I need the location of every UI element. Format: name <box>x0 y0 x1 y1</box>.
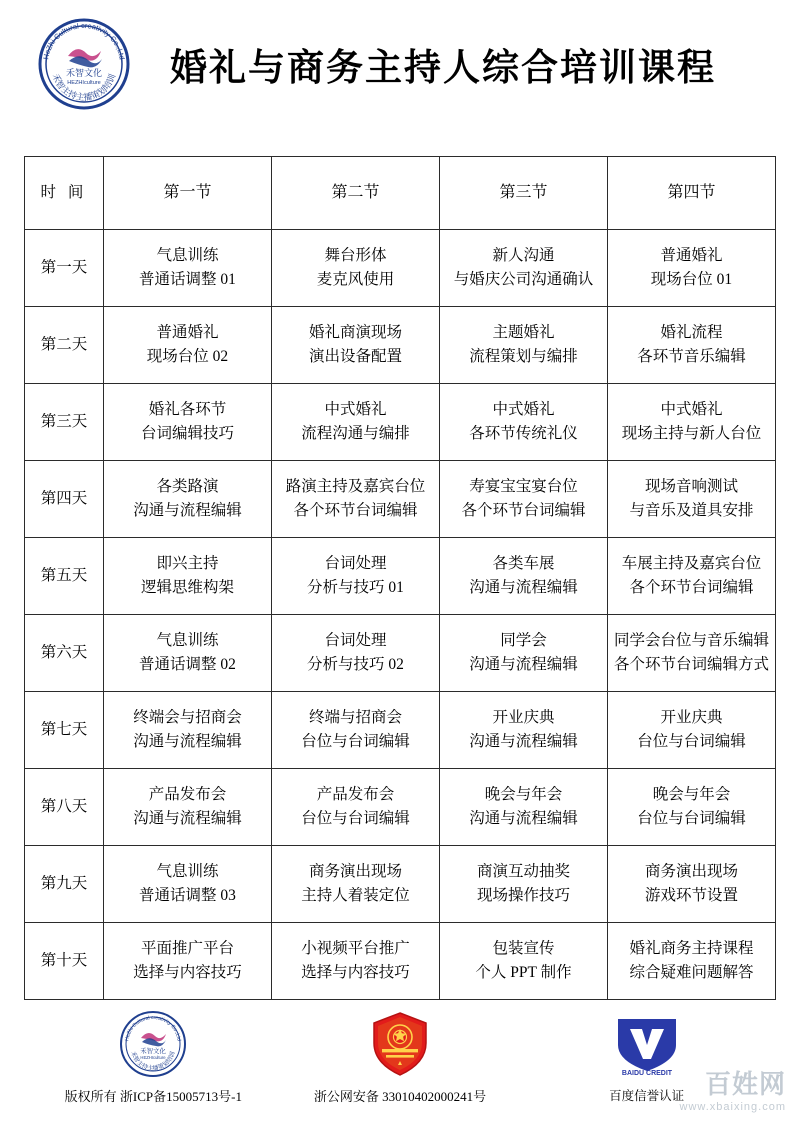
cell-line: 即兴主持 <box>156 554 219 572</box>
table-cell <box>440 461 608 538</box>
baidu-credit-text: 百度信誉认证 <box>609 1089 685 1103</box>
table-row <box>25 384 776 461</box>
svg-text:HeZhi Cultural creativity Co.,: HeZhi Cultural creativity Co.,Ltd <box>124 1014 183 1042</box>
table-cell <box>272 461 440 538</box>
table-cell <box>104 230 272 307</box>
table-cell <box>440 846 608 923</box>
hezhi-culture-seal <box>115 1008 191 1080</box>
cell-line: 产品发布会 <box>148 785 227 803</box>
cell-line: 台词处理 <box>324 554 387 572</box>
cell-line: 各个环节台词编辑方式 <box>613 656 769 673</box>
table-cell <box>104 692 272 769</box>
row-label-day: 第二天 <box>25 307 104 384</box>
cell-line: 台词处理 <box>324 631 387 649</box>
cell-line: 沟通与流程编辑 <box>469 656 578 673</box>
table-cell <box>104 538 272 615</box>
cell-line: 台位与台词编辑 <box>637 810 746 827</box>
cell-line: 分析与技巧 01 <box>307 579 404 596</box>
cell-line: 台位与台词编辑 <box>301 810 410 827</box>
svg-text:HEZHIculture: HEZHIculture <box>140 1055 166 1060</box>
cell-line: 现场操作技巧 <box>476 887 570 904</box>
svg-text:禾智主持主播策划培训: 禾智主持主播策划培训 <box>50 72 118 103</box>
cell-line: 终端与招商会 <box>308 708 402 726</box>
cell-line: 平面推广平台 <box>140 939 234 957</box>
table-cell <box>272 769 440 846</box>
table-cell <box>272 538 440 615</box>
cell-line: 各环节音乐编辑 <box>637 348 746 365</box>
row-label-day: 第四天 <box>25 461 104 538</box>
cell-line: 新人沟通 <box>492 246 555 264</box>
cell-line: 车展主持及嘉宾台位 <box>621 554 762 572</box>
cell-line: 台词编辑技巧 <box>140 425 234 442</box>
cell-line: 气息训练 <box>156 246 219 264</box>
table-cell <box>272 923 440 1000</box>
svg-text:BAIDU CREDIT: BAIDU CREDIT <box>621 1070 672 1077</box>
cell-line: 各个环节台词编辑 <box>461 502 586 519</box>
cell-line: 商务演出现场 <box>644 862 738 880</box>
watermark-main: 百姓网 <box>704 1069 786 1099</box>
table-cell <box>104 384 272 461</box>
watermark-sub: www.xbaixing.com <box>679 1101 786 1113</box>
cell-line: 沟通与流程编辑 <box>133 810 242 827</box>
cell-line: 气息训练 <box>156 631 219 649</box>
cell-line: 中式婚礼 <box>660 400 723 418</box>
cell-line: 终端会与招商会 <box>133 708 242 726</box>
cell-line: 寿宴宝宝宴台位 <box>469 477 578 495</box>
cell-line: 现场台位 02 <box>146 348 229 365</box>
table-cell <box>104 769 272 846</box>
table-cell <box>608 692 776 769</box>
footer-right-block <box>523 1008 770 1104</box>
cell-line: 同学会台位与音乐编辑 <box>613 631 769 649</box>
cell-line: 普通话调整 01 <box>139 271 236 288</box>
cell-line: 晚会与年会 <box>484 785 563 803</box>
cell-line: 沟通与流程编辑 <box>133 502 242 519</box>
cell-line: 中式婚礼 <box>324 400 387 418</box>
footer-left-block <box>30 1008 277 1105</box>
cell-line: 普通婚礼 <box>156 323 219 341</box>
cell-line: 各类车展 <box>492 554 555 572</box>
cell-line: 沟通与流程编辑 <box>469 810 578 827</box>
cell-line: 商务演出现场 <box>308 862 402 880</box>
table-body <box>25 230 776 1000</box>
cell-line: 逻辑思维构架 <box>140 579 234 596</box>
cell-line: 晚会与年会 <box>652 785 731 803</box>
cell-line: 分析与技巧 02 <box>307 656 404 673</box>
table-cell <box>440 538 608 615</box>
table-cell <box>104 846 272 923</box>
column-header-session-4: 第四节 <box>608 157 776 230</box>
row-label-day: 第五天 <box>25 538 104 615</box>
table-cell <box>608 538 776 615</box>
row-label-day: 第三天 <box>25 384 104 461</box>
column-header-time: 时 间 <box>25 157 104 230</box>
cell-line: 产品发布会 <box>316 785 395 803</box>
cell-line: 普通婚礼 <box>660 246 723 264</box>
cell-line: 现场音响测试 <box>644 477 738 495</box>
table-cell <box>608 769 776 846</box>
hezhi-culture-logo <box>24 16 144 112</box>
table-row <box>25 846 776 923</box>
document-header <box>18 14 782 114</box>
table-cell <box>104 307 272 384</box>
page-title: 婚礼与商务主持人综合培训课程 <box>170 48 716 89</box>
cell-line: 主题婚礼 <box>492 323 555 341</box>
table-cell <box>272 615 440 692</box>
copyright-icp-text: 版权所有 浙ICP备15005713号-1 <box>64 1089 242 1104</box>
cell-line: 流程沟通与编排 <box>301 425 410 442</box>
table-cell <box>440 769 608 846</box>
cell-line: 各个环节台词编辑 <box>293 502 418 519</box>
table-cell <box>272 692 440 769</box>
cell-line: 包装宣传 <box>492 939 555 957</box>
cell-line: 小视频平台推广 <box>301 939 410 957</box>
cell-line: 流程策划与编排 <box>469 348 578 365</box>
cell-line: 现场主持与新人台位 <box>621 425 762 442</box>
cell-line: 选择与内容技巧 <box>301 964 410 981</box>
cell-line: 中式婚礼 <box>492 400 555 418</box>
cell-line: 台位与台词编辑 <box>637 733 746 750</box>
svg-text:禾智文化: 禾智文化 <box>65 68 103 78</box>
table-header <box>25 157 776 230</box>
cell-line: 开业庆典 <box>492 708 555 726</box>
cell-line: 台位与台词编辑 <box>301 733 410 750</box>
baidu-credit-v-icon <box>604 1008 690 1080</box>
table-row <box>25 769 776 846</box>
table-cell <box>608 615 776 692</box>
table-cell <box>104 923 272 1000</box>
cell-line: 沟通与流程编辑 <box>469 579 578 596</box>
row-label-day: 第八天 <box>25 769 104 846</box>
cell-line: 与音乐及道具安排 <box>629 502 754 519</box>
table-cell <box>440 615 608 692</box>
row-label-day: 第六天 <box>25 615 104 692</box>
schedule-table-wrap <box>18 156 782 1000</box>
cell-line: 普通话调整 03 <box>139 887 236 904</box>
table-cell <box>440 384 608 461</box>
table-cell <box>608 846 776 923</box>
cell-line: 各环节传统礼仪 <box>469 425 578 442</box>
table-cell <box>608 461 776 538</box>
cell-line: 麦克风使用 <box>316 271 395 288</box>
column-header-session-1: 第一节 <box>104 157 272 230</box>
table-row <box>25 692 776 769</box>
course-schedule-table <box>24 156 776 1000</box>
column-header-session-3: 第三节 <box>440 157 608 230</box>
cell-line: 游戏环节设置 <box>644 887 738 904</box>
cell-line: 各个环节台词编辑 <box>629 579 754 596</box>
cell-line: 沟通与流程编辑 <box>469 733 578 750</box>
cell-line: 现场台位 01 <box>650 271 733 288</box>
svg-text:HeZhi Cultural creativity Co.,: HeZhi Cultural creativity Co.,Ltd <box>41 20 127 61</box>
cell-line: 主持人着装定位 <box>301 887 410 904</box>
svg-text:HEZHIculture: HEZHIculture <box>67 80 101 86</box>
cell-line: 演出设备配置 <box>308 348 402 365</box>
table-row <box>25 461 776 538</box>
row-label-day: 第九天 <box>25 846 104 923</box>
table-row <box>25 307 776 384</box>
svg-text:禾智主持主播策划培训: 禾智主持主播策划培训 <box>129 1050 178 1073</box>
cell-line: 婚礼流程 <box>660 323 723 341</box>
cell-line: 各类路演 <box>156 477 219 495</box>
cell-line: 舞台形体 <box>324 246 387 264</box>
cell-line: 普通话调整 02 <box>139 656 236 673</box>
cell-line: 个人 PPT 制作 <box>475 964 572 981</box>
cell-line: 与婚庆公司沟通确认 <box>453 271 594 288</box>
cell-line: 同学会 <box>500 631 547 649</box>
cell-line: 气息训练 <box>156 862 219 880</box>
table-cell <box>608 923 776 1000</box>
table-cell <box>608 230 776 307</box>
cell-line: 商演互动抽奖 <box>476 862 570 880</box>
document-footer <box>0 1002 800 1127</box>
cell-line: 沟通与流程编辑 <box>133 733 242 750</box>
table-cell <box>272 384 440 461</box>
table-cell <box>608 384 776 461</box>
svg-text:禾智文化: 禾智文化 <box>140 1048 167 1055</box>
table-cell <box>608 307 776 384</box>
table-row <box>25 923 776 1000</box>
cell-line: 选择与内容技巧 <box>133 964 242 981</box>
table-cell <box>272 230 440 307</box>
table-cell <box>104 461 272 538</box>
table-cell <box>440 923 608 1000</box>
footer-center-block <box>277 1008 524 1105</box>
row-label-day: 第一天 <box>25 230 104 307</box>
row-label-day: 第十天 <box>25 923 104 1000</box>
cell-line: 婚礼商演现场 <box>308 323 402 341</box>
table-row <box>25 538 776 615</box>
table-row <box>25 230 776 307</box>
cell-line: 开业庆典 <box>660 708 723 726</box>
cell-line: 婚礼各环节 <box>148 400 227 418</box>
table-cell <box>440 230 608 307</box>
police-record-text: 浙公网安备 33010402000241号 <box>313 1089 487 1104</box>
cell-line: 婚礼商务主持课程 <box>629 939 754 957</box>
table-cell <box>272 307 440 384</box>
police-emblem <box>364 1008 436 1080</box>
table-cell <box>272 846 440 923</box>
table-header-row <box>25 157 776 230</box>
table-cell <box>440 307 608 384</box>
cell-line: 综合疑难问题解答 <box>629 964 754 981</box>
table-cell <box>104 615 272 692</box>
column-header-session-2: 第二节 <box>272 157 440 230</box>
table-row <box>25 615 776 692</box>
table-cell <box>440 692 608 769</box>
row-label-day: 第七天 <box>25 692 104 769</box>
cell-line: 路演主持及嘉宾台位 <box>285 477 426 495</box>
